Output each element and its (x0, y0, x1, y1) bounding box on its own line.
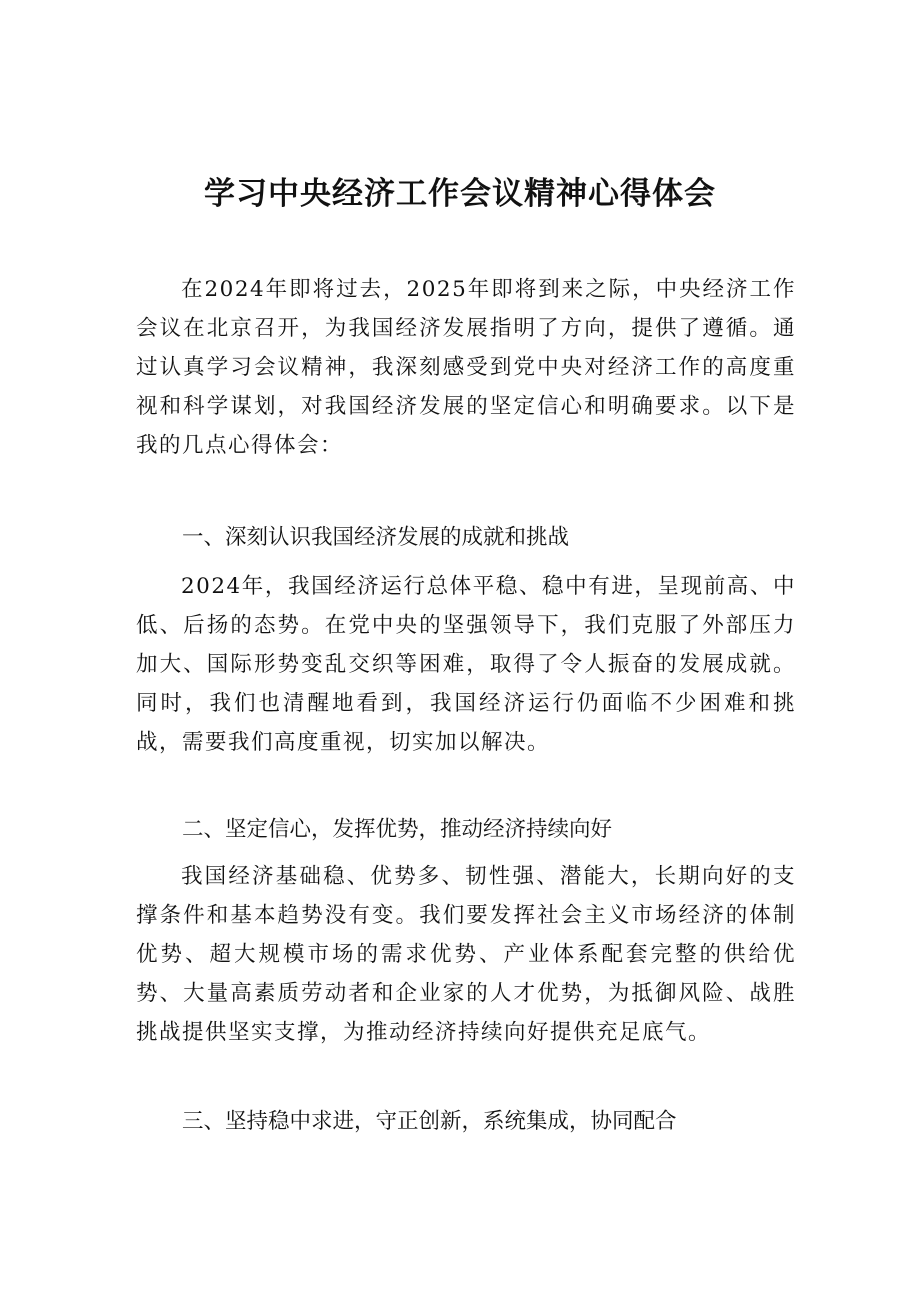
section-body: 2024年，我国经济运行总体平稳、稳中有进，呈现前高、中低、后扬的态势。在党中央的坚强领导下，我们克服了外部压力加大、国际形势变乱交织等困难，取得了令人振奋的发展成就。同时，我们也清醒地看到，我国经济运行仍面临不少困难和挑战，需要我们高度重视，切实加以解决。 (136, 574, 796, 755)
section-heading: 一、深刻认识我国经济发展的成就和挑战 (182, 525, 570, 550)
intro-paragraph: 在2024年即将过去，2025年即将到来之际，中央经济工作会议在北京召开，为我国经济发展指明了方向，提供了遵循。通过认真学习会议精神，我深刻感受到党中央对经济工作的高度重视和科学谋划，对我国经济发展的坚定信心和明确要求。以下是我的几点心得体会： (136, 277, 796, 458)
page-title: 学习中央经济工作会议精神心得体会 (204, 176, 716, 212)
section-body: 我国经济基础稳、优势多、韧性强、潜能大，长期向好的支撑条件和基本趋势没有变。我们要发挥社会主义市场经济的体制优势、超大规模市场的需求优势、产业体系配套完整的供给优势、大量高素质劳动者和企业家的人才优势，为抵御风险、战胜挑战提供坚实支撑，为推动经济持续向好提供充足底气。 (136, 864, 796, 1045)
section-heading: 二、坚定信心，发挥优势，推动经济持续向好 (182, 817, 613, 842)
section-heading: 三、坚持稳中求进，守正创新，系统集成，协同配合 (182, 1109, 677, 1134)
